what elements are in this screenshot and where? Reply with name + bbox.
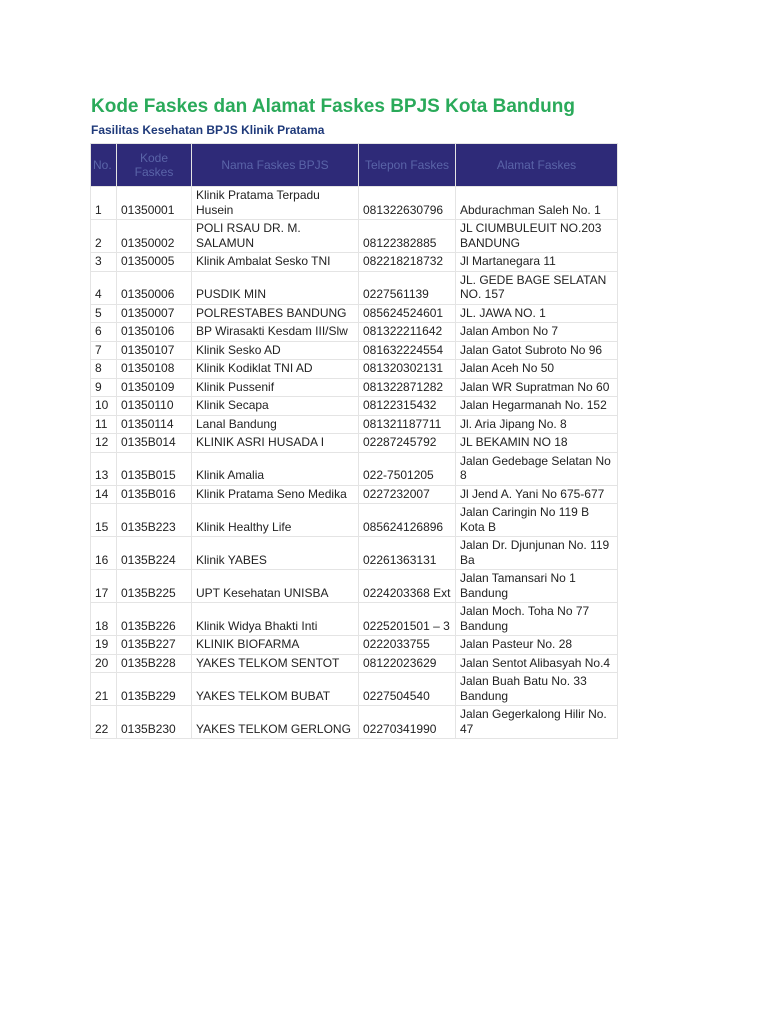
cell-alamat-faskes: JL BEKAMIN NO 18 [456, 434, 618, 453]
cell-kode-faskes: 01350106 [117, 323, 192, 342]
cell-nama-faskes: Klinik Kodiklat TNI AD [192, 360, 359, 379]
header-no: No. [91, 144, 117, 187]
cell-alamat-faskes: Jalan Buah Batu No. 33 Bandung [456, 673, 618, 706]
cell-kode-faskes: 0135B230 [117, 706, 192, 739]
header-nama-faskes: Nama Faskes BPJS [192, 144, 359, 187]
cell-no: 14 [91, 485, 117, 504]
cell-alamat-faskes: Jalan Tamansari No 1 Bandung [456, 570, 618, 603]
cell-nama-faskes: Klinik Pussenif [192, 378, 359, 397]
cell-no: 4 [91, 271, 117, 304]
cell-kode-faskes: 0135B227 [117, 636, 192, 655]
cell-kode-faskes: 0135B014 [117, 434, 192, 453]
cell-alamat-faskes: Jalan Gegerkalong Hilir No. 47 [456, 706, 618, 739]
table-row [91, 360, 618, 379]
cell-kode-faskes: 0135B228 [117, 654, 192, 673]
cell-alamat-faskes: Jl Martanegara 11 [456, 253, 618, 272]
cell-alamat-faskes: Jalan Gatot Subroto No 96 [456, 341, 618, 360]
header-kode-faskes: Kode Faskes [117, 144, 192, 187]
cell-nama-faskes: Klinik Pratama Seno Medika [192, 485, 359, 504]
cell-kode-faskes: 0135B226 [117, 603, 192, 636]
cell-nama-faskes: POLI RSAU DR. M. SALAMUN [192, 220, 359, 253]
table-row [91, 673, 618, 706]
cell-telepon-faskes: 0225201501 – 3 [359, 603, 456, 636]
table-row [91, 271, 618, 304]
page-subtitle: Fasilitas Kesehatan BPJS Klinik Pratama [91, 123, 325, 137]
cell-no: 5 [91, 304, 117, 323]
cell-alamat-faskes: Jalan Hegarmanah No. 152 [456, 397, 618, 416]
cell-alamat-faskes: Jalan Ambon No 7 [456, 323, 618, 342]
cell-telepon-faskes: 081321187711 [359, 415, 456, 434]
cell-no: 8 [91, 360, 117, 379]
cell-no: 9 [91, 378, 117, 397]
cell-no: 17 [91, 570, 117, 603]
cell-no: 18 [91, 603, 117, 636]
cell-telepon-faskes: 081320302131 [359, 360, 456, 379]
cell-telepon-faskes: 0227232007 [359, 485, 456, 504]
cell-nama-faskes: Lanal Bandung [192, 415, 359, 434]
cell-nama-faskes: KLINIK ASRI HUSADA I [192, 434, 359, 453]
cell-nama-faskes: PUSDIK MIN [192, 271, 359, 304]
table-row [91, 485, 618, 504]
cell-no: 15 [91, 504, 117, 537]
cell-telepon-faskes: 0227561139 [359, 271, 456, 304]
cell-kode-faskes: 01350108 [117, 360, 192, 379]
cell-kode-faskes: 0135B229 [117, 673, 192, 706]
cell-nama-faskes: Klinik YABES [192, 537, 359, 570]
cell-no: 11 [91, 415, 117, 434]
cell-telepon-faskes: 081322211642 [359, 323, 456, 342]
cell-telepon-faskes: 08122315432 [359, 397, 456, 416]
cell-no: 1 [91, 187, 117, 220]
cell-telepon-faskes: 02287245792 [359, 434, 456, 453]
cell-alamat-faskes: Jl Jend A. Yani No 675-677 [456, 485, 618, 504]
cell-telepon-faskes: 08122382885 [359, 220, 456, 253]
cell-no: 22 [91, 706, 117, 739]
cell-nama-faskes: Klinik Healthy Life [192, 504, 359, 537]
cell-alamat-faskes: Jalan Aceh No 50 [456, 360, 618, 379]
table-row [91, 323, 618, 342]
cell-telepon-faskes: 081632224554 [359, 341, 456, 360]
table-body [91, 187, 618, 739]
cell-telepon-faskes: 0222033755 [359, 636, 456, 655]
faskes-table [90, 143, 618, 739]
table-row [91, 220, 618, 253]
table-row [91, 603, 618, 636]
cell-nama-faskes: YAKES TELKOM GERLONG [192, 706, 359, 739]
cell-alamat-faskes: Abdurachman Saleh No. 1 [456, 187, 618, 220]
cell-telepon-faskes: 081322630796 [359, 187, 456, 220]
table-row [91, 654, 618, 673]
cell-alamat-faskes: JL CIUMBULEUIT NO.203 BANDUNG [456, 220, 618, 253]
cell-nama-faskes: Klinik Pratama Terpadu Husein [192, 187, 359, 220]
cell-nama-faskes: YAKES TELKOM SENTOT [192, 654, 359, 673]
table-header-row [91, 144, 618, 187]
table-row [91, 397, 618, 416]
cell-nama-faskes: Klinik Ambalat Sesko TNI [192, 253, 359, 272]
table-row [91, 304, 618, 323]
cell-telepon-faskes: 081322871282 [359, 378, 456, 397]
cell-alamat-faskes: Jalan Dr. Djunjunan No. 119 Ba [456, 537, 618, 570]
cell-kode-faskes: 01350007 [117, 304, 192, 323]
cell-nama-faskes: YAKES TELKOM BUBAT [192, 673, 359, 706]
cell-telepon-faskes: 0227504540 [359, 673, 456, 706]
table-row [91, 636, 618, 655]
cell-kode-faskes: 01350002 [117, 220, 192, 253]
cell-no: 3 [91, 253, 117, 272]
cell-nama-faskes: POLRESTABES BANDUNG [192, 304, 359, 323]
faskes-table-container [90, 143, 617, 739]
cell-telepon-faskes: 08122023629 [359, 654, 456, 673]
cell-telepon-faskes: 0224203368 Ext [359, 570, 456, 603]
cell-kode-faskes: 01350114 [117, 415, 192, 434]
header-telepon-faskes: Telepon Faskes [359, 144, 456, 187]
cell-alamat-faskes: Jalan Caringin No 119 B Kota B [456, 504, 618, 537]
cell-nama-faskes: BP Wirasakti Kesdam III/Slw [192, 323, 359, 342]
table-row [91, 415, 618, 434]
cell-alamat-faskes: Jalan Moch. Toha No 77 Bandung [456, 603, 618, 636]
table-header [91, 144, 618, 187]
cell-telepon-faskes: 02270341990 [359, 706, 456, 739]
cell-alamat-faskes: JL. GEDE BAGE SELATAN NO. 157 [456, 271, 618, 304]
cell-alamat-faskes: Jalan Pasteur No. 28 [456, 636, 618, 655]
cell-kode-faskes: 01350109 [117, 378, 192, 397]
cell-nama-faskes: Klinik Secapa [192, 397, 359, 416]
cell-kode-faskes: 01350001 [117, 187, 192, 220]
cell-nama-faskes: KLINIK BIOFARMA [192, 636, 359, 655]
cell-alamat-faskes: Jalan Gedebage Selatan No 8 [456, 452, 618, 485]
cell-kode-faskes: 0135B223 [117, 504, 192, 537]
cell-kode-faskes: 01350107 [117, 341, 192, 360]
cell-alamat-faskes: Jalan WR Supratman No 60 [456, 378, 618, 397]
header-alamat-faskes: Alamat Faskes [456, 144, 618, 187]
cell-no: 19 [91, 636, 117, 655]
cell-nama-faskes: Klinik Amalia [192, 452, 359, 485]
cell-no: 2 [91, 220, 117, 253]
cell-nama-faskes: Klinik Sesko AD [192, 341, 359, 360]
table-row [91, 452, 618, 485]
cell-telepon-faskes: 02261363131 [359, 537, 456, 570]
table-row [91, 706, 618, 739]
cell-no: 21 [91, 673, 117, 706]
cell-telepon-faskes: 085624524601 [359, 304, 456, 323]
cell-kode-faskes: 0135B224 [117, 537, 192, 570]
cell-no: 12 [91, 434, 117, 453]
table-row [91, 570, 618, 603]
cell-no: 10 [91, 397, 117, 416]
cell-telepon-faskes: 085624126896 [359, 504, 456, 537]
table-row [91, 434, 618, 453]
cell-alamat-faskes: Jalan Sentot Alibasyah No.4 [456, 654, 618, 673]
page-title: Kode Faskes dan Alamat Faskes BPJS Kota Bandung [91, 96, 575, 117]
cell-kode-faskes: 0135B015 [117, 452, 192, 485]
cell-no: 16 [91, 537, 117, 570]
table-row [91, 187, 618, 220]
cell-kode-faskes: 0135B225 [117, 570, 192, 603]
cell-no: 13 [91, 452, 117, 485]
cell-kode-faskes: 01350110 [117, 397, 192, 416]
cell-kode-faskes: 01350005 [117, 253, 192, 272]
table-row [91, 537, 618, 570]
cell-no: 20 [91, 654, 117, 673]
cell-nama-faskes: Klinik Widya Bhakti Inti [192, 603, 359, 636]
table-row [91, 504, 618, 537]
cell-telepon-faskes: 082218218732 [359, 253, 456, 272]
cell-kode-faskes: 0135B016 [117, 485, 192, 504]
cell-kode-faskes: 01350006 [117, 271, 192, 304]
cell-alamat-faskes: JL. JAWA NO. 1 [456, 304, 618, 323]
cell-no: 6 [91, 323, 117, 342]
table-row [91, 341, 618, 360]
cell-alamat-faskes: Jl. Aria Jipang No. 8 [456, 415, 618, 434]
table-row [91, 378, 618, 397]
cell-telepon-faskes: 022-7501205 [359, 452, 456, 485]
cell-nama-faskes: UPT Kesehatan UNISBA [192, 570, 359, 603]
table-row [91, 253, 618, 272]
cell-no: 7 [91, 341, 117, 360]
